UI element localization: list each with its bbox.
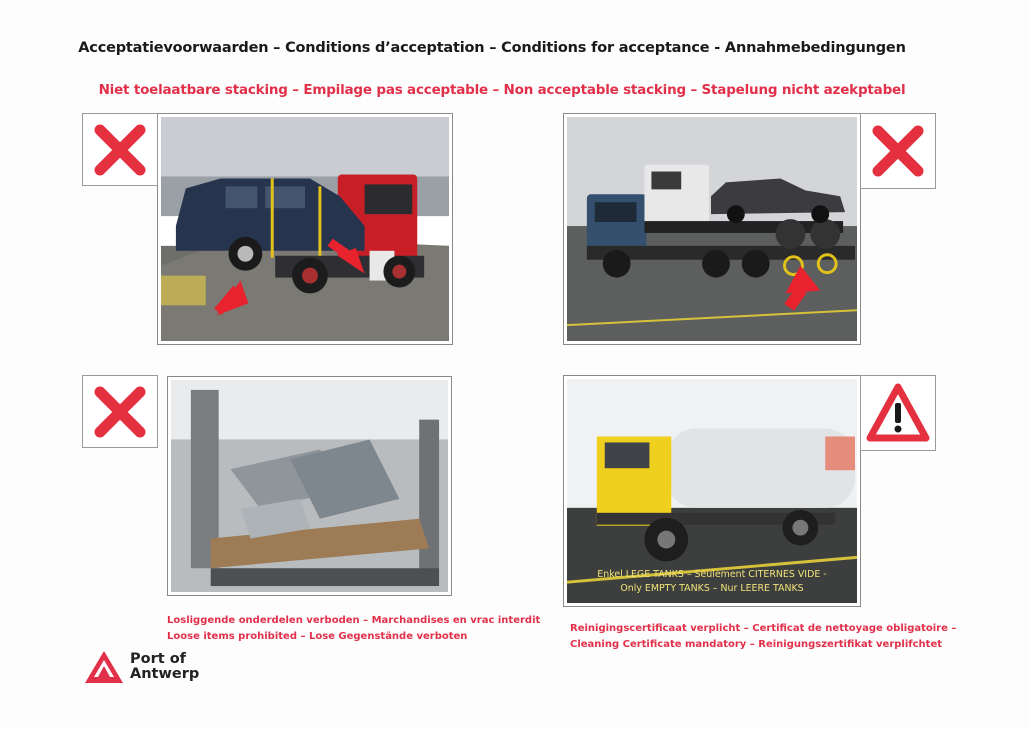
page-subtitle: Niet toelaatbare stacking – Empilage pas acceptable – Non acceptable stacking – Stapelung nicht azekptabel bbox=[98, 82, 906, 98]
photo-text-line-2: Only EMPTY TANKS – Nur LEERE TANKS bbox=[620, 583, 804, 595]
caption-line-2: Cleaning Certificate mandatory – Reinigungszertifikat verplifchtet bbox=[570, 639, 943, 650]
caption-line-2: Loose items prohibited – Lose Gegenstände verboten bbox=[167, 631, 468, 642]
caption-line-1: Losliggende onderdelen verboden – Marchandises en vrac interdit bbox=[167, 615, 541, 626]
prohibited-sign-1 bbox=[82, 113, 158, 186]
x-mark-icon bbox=[870, 123, 926, 179]
photo-van-on-truck bbox=[157, 113, 453, 345]
photo-stacked-trucks bbox=[563, 113, 861, 345]
caption-tank-truck bbox=[570, 621, 956, 653]
prohibited-sign-2 bbox=[860, 113, 936, 189]
logo-line-2: Antwerp bbox=[130, 666, 200, 682]
warning-sign bbox=[860, 375, 936, 451]
x-mark-icon bbox=[92, 384, 148, 440]
port-of-antwerp-logo bbox=[84, 650, 199, 684]
photo-tank-truck bbox=[563, 375, 861, 607]
warning-triangle-icon bbox=[866, 383, 930, 443]
x-mark-icon bbox=[92, 122, 148, 178]
photo-loose-items bbox=[167, 376, 452, 596]
logo-line-1: Port of bbox=[130, 651, 186, 667]
photo-text-line-1: Enkel LEGE TANKS – Seulement CITERNES VIDE - bbox=[597, 569, 827, 581]
caption-line-1: Reinigingscertificaat verplicht – Certificat de nettoyage obligatoire – bbox=[570, 623, 957, 634]
caption-loose-items bbox=[167, 613, 540, 645]
prohibited-sign-3 bbox=[82, 375, 158, 448]
page-title: Acceptatievoorwaarden – Conditions d’acceptation – Conditions for acceptance - Annahmebedingungen bbox=[78, 40, 906, 56]
port-logo-icon bbox=[84, 650, 124, 684]
